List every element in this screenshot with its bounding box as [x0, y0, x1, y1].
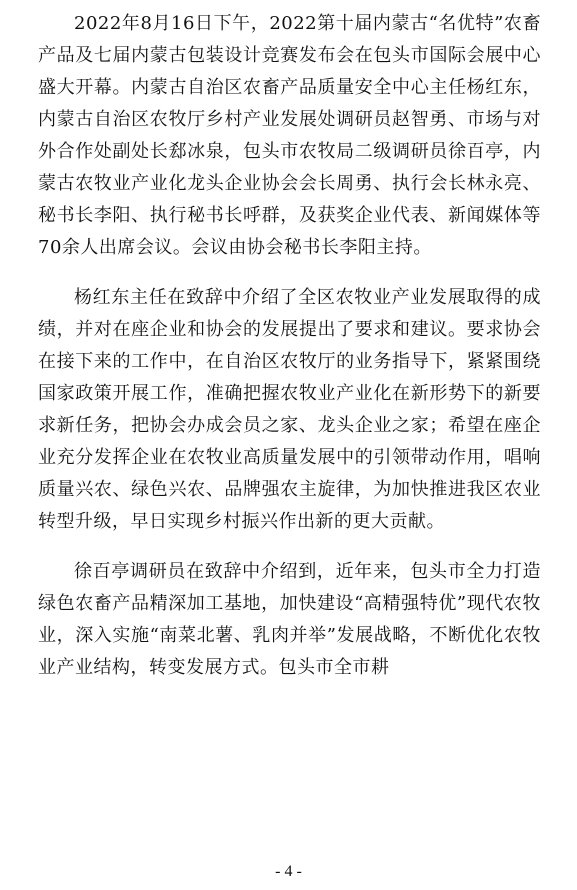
page-number: - 4 -: [275, 863, 302, 880]
paragraph-1: 2022年8月16日下午，2022第十届内蒙古“名优特”农畜产品及七届内蒙古包装设计竞赛发布会在包头市国际会展中心盛大开幕。内蒙古自治区农畜产品质量安全中心主任杨红东，内蒙古自治区农牧厅乡村产业发展处调研员赵智勇、市场与对外合作处副处长郄冰泉，包头市农牧局二级调研员徐百亭，内蒙古农牧业产业化龙头企业协会会长周勇、执行会长林永亮、秘书长李阳、执行秘书长呼群，及获奖企业代表、新闻媒体等70余人出席会议。会议由协会秘书长李阳主持。: [38, 13, 541, 258]
paragraph-2: 杨红东主任在致辞中介绍了全区农牧业产业发展取得的成绩，并对在座企业和协会的发展提出了要求和建议。要求协会在接下来的工作中，在自治区农牧厅的业务指导下，紧紧围绕国家政策开展工作，准确把握农牧业产业化在新形势下的新要求新任务，把协会办成会员之家、龙头企业之家；希望在座企业充分发挥企业在农牧业高质量发展中的引领带动作用，唱响质量兴农、绿色兴农、品牌强农主旋律，为加快推进我区农业转型升级，早日实现乡村振兴作出新的更大贡献。: [38, 287, 541, 532]
paragraph-3: 徐百亭调研员在致辞中介绍到，近年来，包头市全力打造绿色农畜产品精深加工基地，加快建设“高精强特优”现代农牧业，深入实施“南菜北薯、乳肉并举”发展战略，不断优化农牧业产业结构，转变发展方式。包头市全市耕: [38, 561, 541, 678]
document-body: [38, 8, 541, 702]
